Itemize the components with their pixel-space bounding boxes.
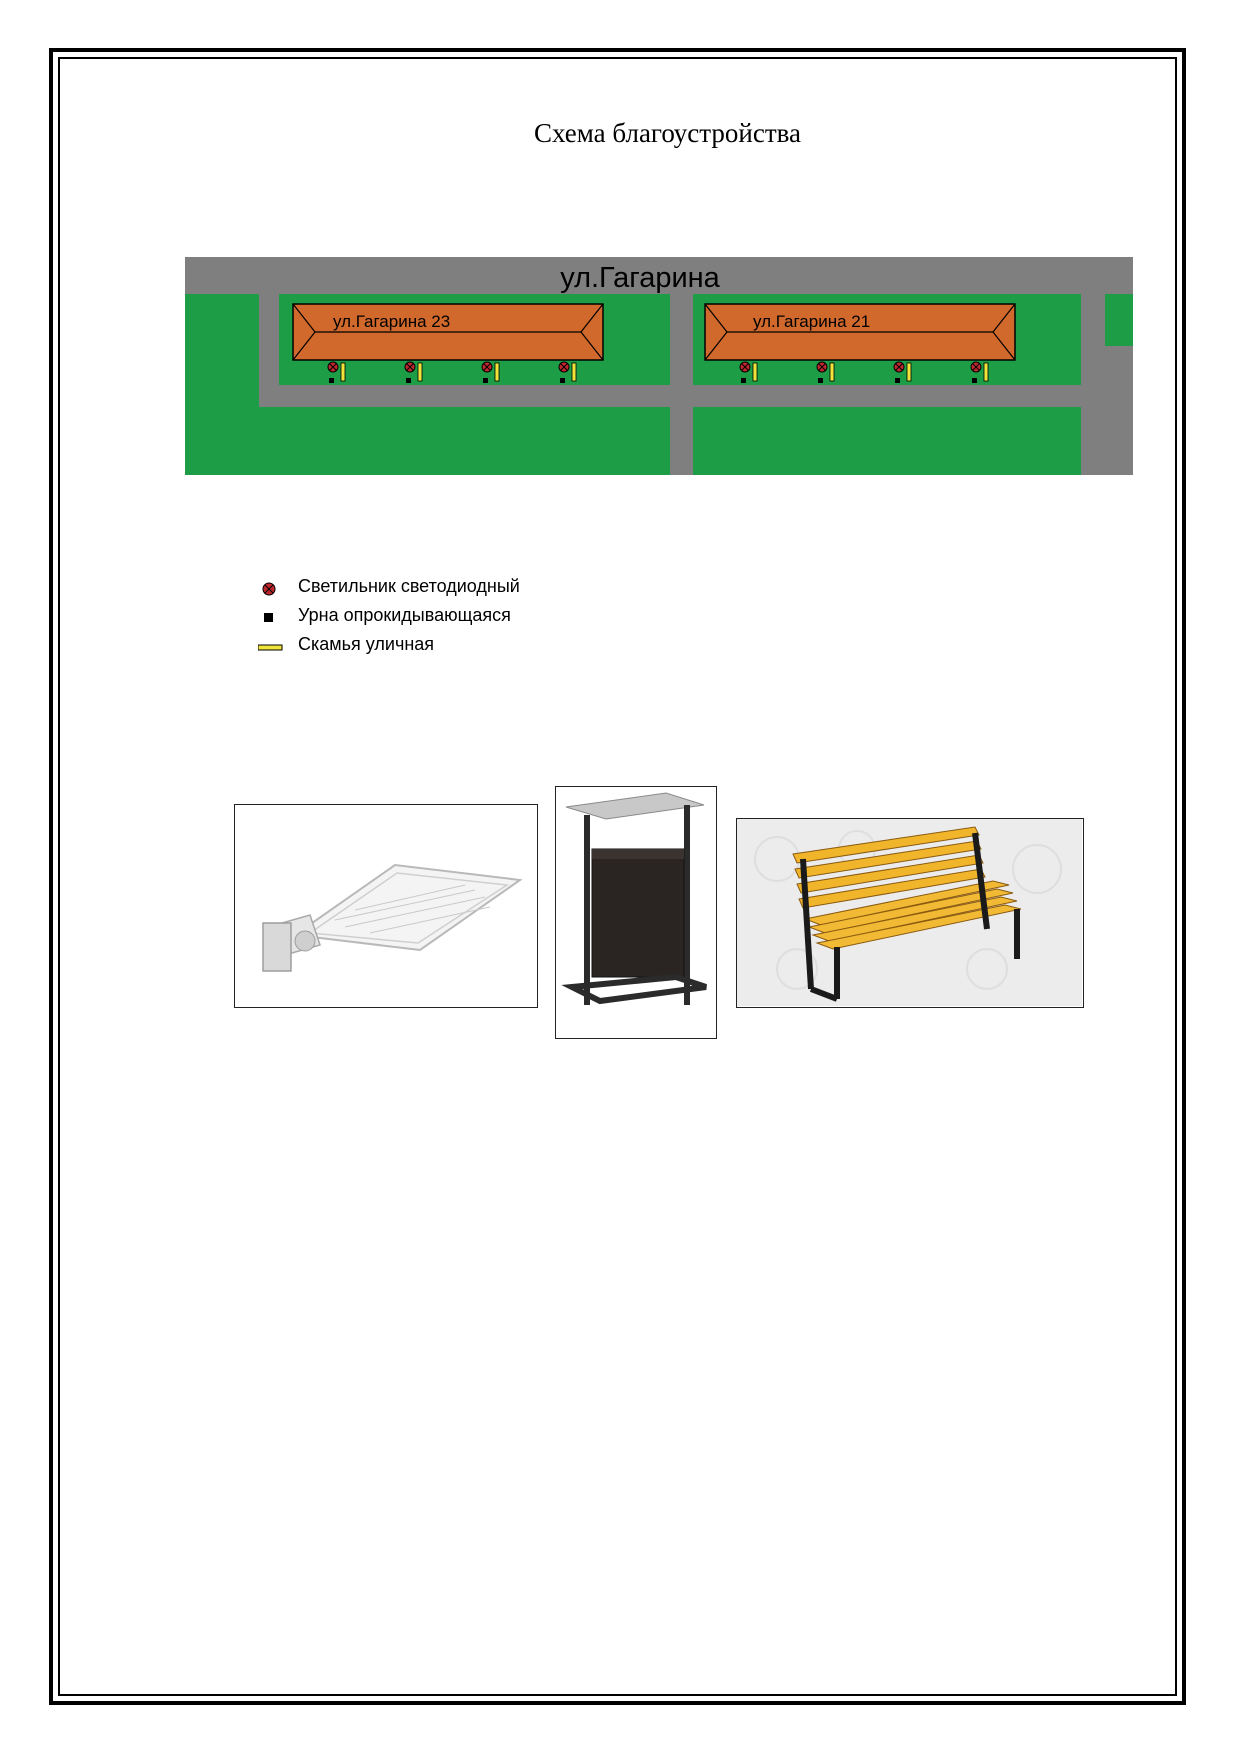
page-title: Схема благоустройства — [533, 118, 802, 148]
bench-marker — [418, 363, 422, 381]
building-label: ул.Гагарина 23 — [333, 312, 451, 331]
lamp-marker — [482, 362, 492, 372]
legend-label: Светильник светодиодный — [298, 576, 520, 596]
legend-label: Скамья уличная — [298, 634, 435, 654]
bench-marker — [830, 363, 834, 381]
lamp-marker — [405, 362, 415, 372]
lawn-bottom-right — [693, 407, 1081, 475]
lawn-bottom-left — [185, 407, 670, 475]
bench-symbol-icon — [258, 637, 286, 657]
bench-marker — [753, 363, 757, 381]
lamp-marker — [971, 362, 981, 372]
led-lamp-photo — [234, 804, 538, 1008]
trash-bin-photo — [555, 786, 717, 1039]
bin-marker — [483, 378, 488, 383]
lamp-symbol-icon — [258, 579, 286, 599]
bench-photo — [736, 818, 1084, 1008]
bench-marker — [495, 363, 499, 381]
lamp-marker — [817, 362, 827, 372]
bin-marker — [329, 378, 334, 383]
bench-image — [737, 819, 1082, 1006]
site-plan — [185, 257, 1133, 475]
bin-marker — [741, 378, 746, 383]
building-23 — [293, 304, 603, 360]
lamp-marker — [328, 362, 338, 372]
bin-marker — [895, 378, 900, 383]
lawn-right — [1105, 294, 1133, 346]
building-21 — [705, 304, 1015, 360]
bench-marker — [907, 363, 911, 381]
bin-symbol-icon — [258, 608, 286, 628]
street-label: ул.Гагарина — [560, 262, 720, 294]
building-label: ул.Гагарина 21 — [753, 312, 871, 331]
lamp-marker — [559, 362, 569, 372]
lamp-marker — [740, 362, 750, 372]
lamp-marker — [894, 362, 904, 372]
bin-marker — [972, 378, 977, 383]
bin-marker — [560, 378, 565, 383]
legend-label: Урна опрокидывающаяся — [298, 605, 511, 625]
bin-marker — [406, 378, 411, 383]
bin-marker — [818, 378, 823, 383]
bench-marker — [984, 363, 988, 381]
led-lamp-image — [235, 805, 536, 1006]
trash-bin-image — [556, 787, 715, 1037]
bench-marker — [572, 363, 576, 381]
bench-marker — [341, 363, 345, 381]
